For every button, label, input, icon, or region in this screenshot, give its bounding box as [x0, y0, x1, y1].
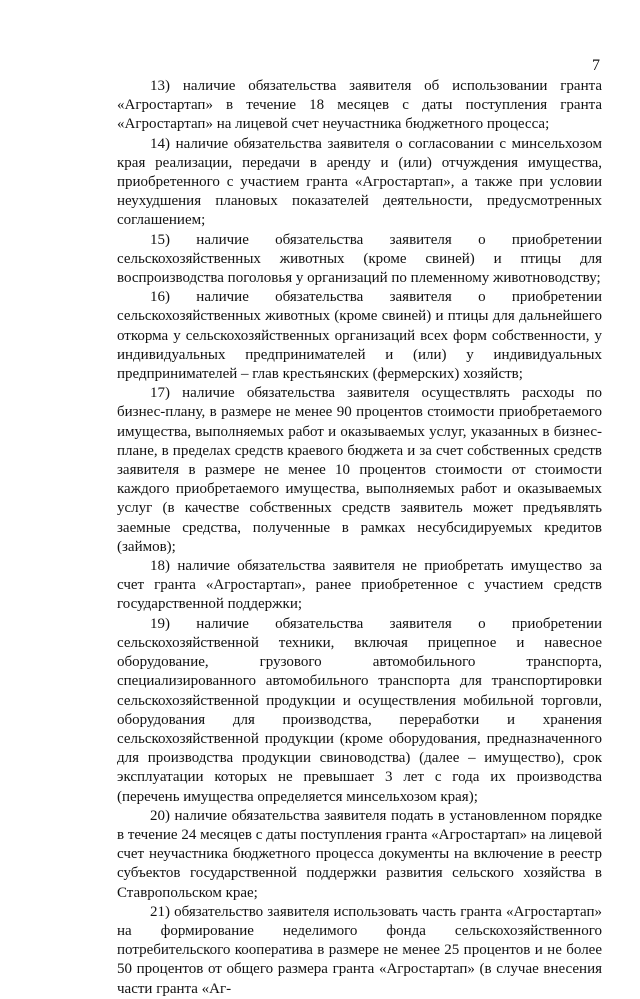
clause-15: 15) наличие обязательства заявителя о приобретении сельскохозяйственных животных (кроме свиней) и птицы для воспроизводства поголовья у организаций по племенному животноводству; — [117, 231, 602, 287]
clause-20: 20) наличие обязательства заявителя подать в установленном порядке в течение 24 месяцев с даты поступления гранта «Агростартап» на лицевой счет неучастника бюджетного процесса документы на включение в реестр субъектов государственной поддержки развития сельского хозяйства в Ставропольском крае; — [117, 807, 602, 901]
clause-16: 16) наличие обязательства заявителя о приобретении сельскохозяйственных животных (кроме свиней) и птицы для дальнейшего откорма у сельскохозяйственных организаций всех форм собственности, у индивидуальных предпринимателей и (или) у индивидуальных предпринимателей – глав крестьянских (фермерских) хозяйств; — [117, 289, 602, 383]
document-body — [117, 77, 602, 999]
clause-17: 17) наличие обязательства заявителя осуществлять расходы по бизнес-плану, в размере не менее 90 процентов стоимости приобретаемого имущества, выполняемых работ и оказываемых услуг, указанных в бизнес-плане, в пределах средств краевого бюджета и за счет собственных средств заявителя в размере не менее 10 процентов стоимости от стоимости каждого приобретаемого имущества, выполняемых работ и оказываемых услуг (в качестве собственных средств заявитель может предъявлять заемные средства, полученные в рамках несубсидируемых кредитов (займов); — [117, 385, 602, 555]
clause-21: 21) обязательство заявителя использовать часть гранта «Агростартап» на формирование неделимого фонда сельскохозяйственного потребительского кооператива в размере не менее 25 процентов и не более 50 процентов от общего размера гранта «Агростартап» (в случае внесения части гранта «Аг- — [117, 903, 602, 997]
clause-18: 18) наличие обязательства заявителя не приобретать имущество за счет гранта «Агростартап», ранее приобретенное с участием средств государственной поддержки; — [117, 558, 602, 613]
page-number: 7 — [592, 57, 600, 74]
clause-14: 14) наличие обязательства заявителя о согласовании с минсельхозом края реализации, передачи в аренду и (или) отчуждения имущества, приобретенного с участием гранта «Агростартап», а также при условии неухудшения плановых показателей деятельности, предусмотренных соглашением; — [117, 135, 602, 229]
clause-13: 13) наличие обязательства заявителя об использовании гранта «Агростартап» в течение 18 месяцев с даты поступления гранта «Агростартап» на лицевой счет неучастника бюджетного процесса; — [117, 78, 602, 133]
clause-19: 19) наличие обязательства заявителя о приобретении сельскохозяйственной техники, включая прицепное и навесное оборудование, грузового автомобильного транспорта, специализированного автомобильного транспорта для транспортировки сельскохозяйственной продукции и осуществления мобильной торговли, оборудования для производства, переработки и хранения сельскохозяйственной продукции (кроме оборудования, предназначенного для производства продукции свиноводства) (далее – имущество), срок эксплуатации которых не превышает 3 лет с года их производства (перечень имущества определяется минсельхозом края); — [117, 615, 602, 805]
